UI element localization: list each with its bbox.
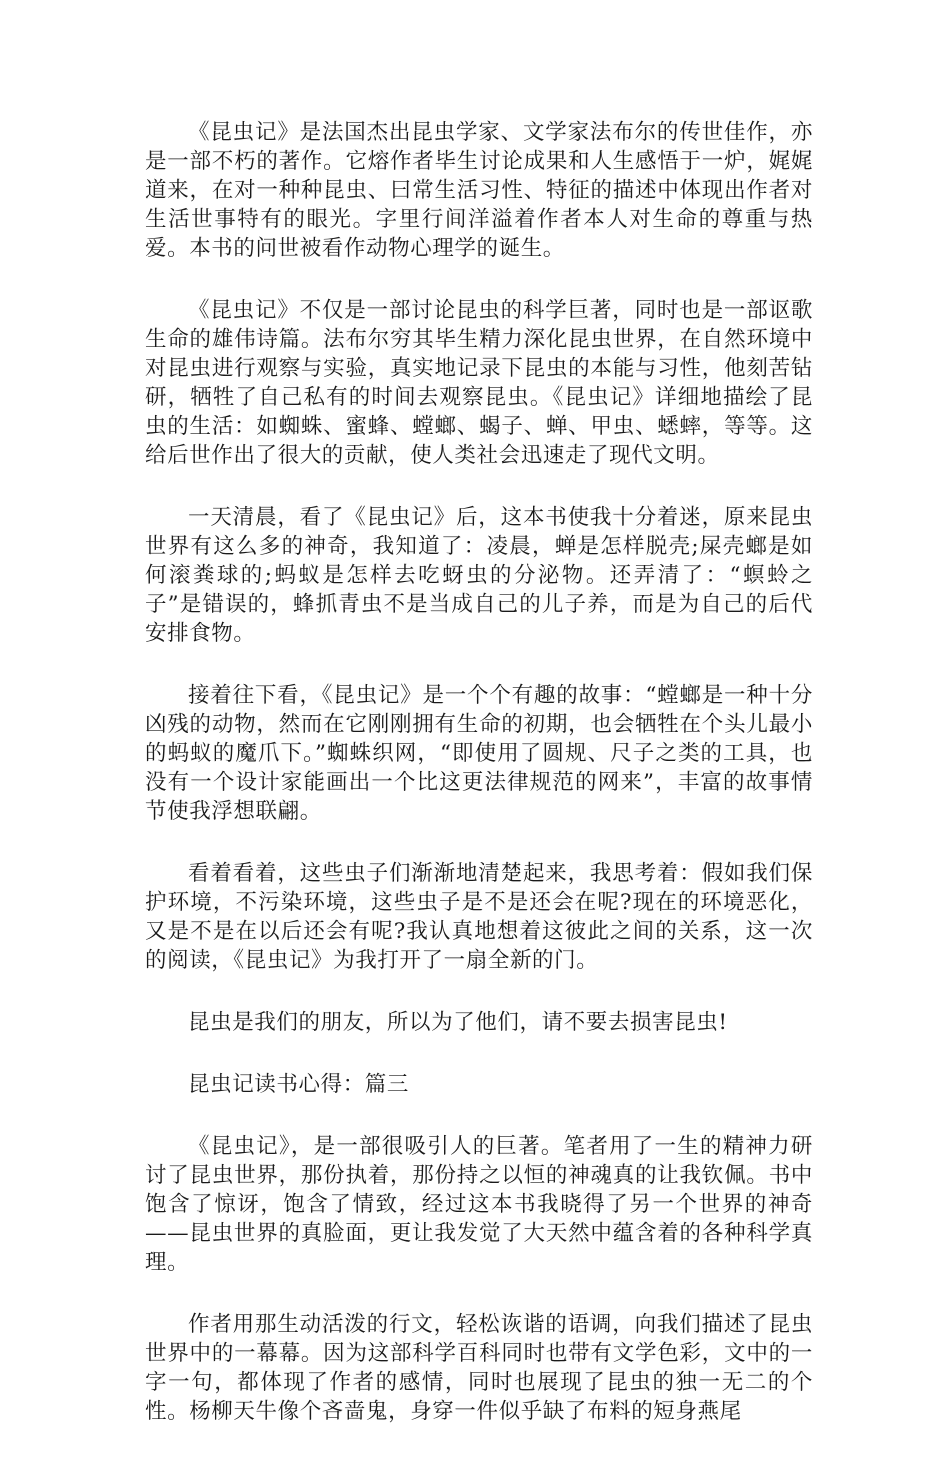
paragraph-3: 一天清晨，看了《昆虫记》后，这本书使我十分着迷，原来昆虫世界有这么多的神奇，我知道了：凌晨，蝉是怎样脱壳;屎壳螂是如何滚粪球的;蚂蚁是怎样去吃蚜虫的分泌物。还弄清了：“螟蛉之子”是错误的，蜂抓青虫不是当成自己的儿子养，而是为自己的后代安排食物。 — [145, 505, 813, 646]
document-body — [145, 118, 813, 1459]
paragraph-6: 昆虫是我们的朋友，所以为了他们，请不要去损害昆虫! — [188, 1010, 728, 1035]
paragraph-1: 《昆虫记》是法国杰出昆虫学家、文学家法布尔的传世佳作，亦是一部不朽的著作。它熔作者毕生讨论成果和人生感悟于一炉，娓娓道来，在对一种种昆虫、曰常生活习性、特征的描述中体现出作者对生活世事特有的眼光。字里行间洋溢着作者本人对生命的尊重与热爱。本书的问世被看作动物心理学的诞生。 — [145, 120, 813, 261]
paragraph-5: 看着看着，这些虫子们渐渐地清楚起来，我思考着：假如我们保护环境，不污染环境，这些虫子是不是还会在呢?现在的环境恶化，又是不是在以后还会有呢?我认真地想着这彼此之间的关系，这一次的阅读，《昆虫记》为我打开了一扇全新的门。 — [145, 861, 813, 973]
paragraph-2: 《昆虫记》不仅是一部讨论昆虫的科学巨著，同时也是一部讴歌生命的雄伟诗篇。法布尔穷其毕生精力深化昆虫世界，在自然环境中对昆虫进行观察与实验，真实地记录下昆虫的本能与习性，他刻苦钻研，牺牲了自己私有的时间去观察昆虫。《昆虫记》详细地描绘了昆虫的生活：如蜘蛛、蜜蜂、螳螂、蝎子、蝉、甲虫、蟋蟀，等等。这给后世作出了很大的贡献，使人类社会迅速走了现代文明。 — [145, 298, 813, 468]
paragraph-7: 《昆虫记》，是一部很吸引人的巨著。笔者用了一生的精神力研讨了昆虫世界，那份执着，那份持之以恒的神魂真的让我钦佩。书中饱含了惊讶，饱含了情致，经过这本书我晓得了另一个世界的神奇——昆虫世界的真脸面，更让我发觉了大天然中蕴含着的各种科学真理。 — [145, 1134, 813, 1275]
paragraph-4: 接着往下看，《昆虫记》是一个个有趣的故事：“螳螂是一种十分凶残的动物，然而在它刚刚拥有生命的初期，也会牺牲在个头儿最小的蚂蚁的魔爪下。”蜘蛛织网，“即使用了圆规、尺子之类的工具，也没有一个设计家能画出一个比这更法律规范的网来”，丰富的故事情节使我浮想联翩。 — [145, 683, 813, 824]
section-heading: 昆虫记读书心得：篇三 — [188, 1072, 410, 1097]
paragraph-8: 作者用那生动活泼的行文，轻松诙谐的语调，向我们描述了昆虫世界中的一幕幕。因为这部科学百科同时也带有文学色彩，文中的一字一句，都体现了作者的感情，同时也展现了昆虫的独一无二的个性。杨柳天牛像个吝啬鬼，身穿一件似乎缺了布料的短身燕尾 — [145, 1312, 813, 1424]
